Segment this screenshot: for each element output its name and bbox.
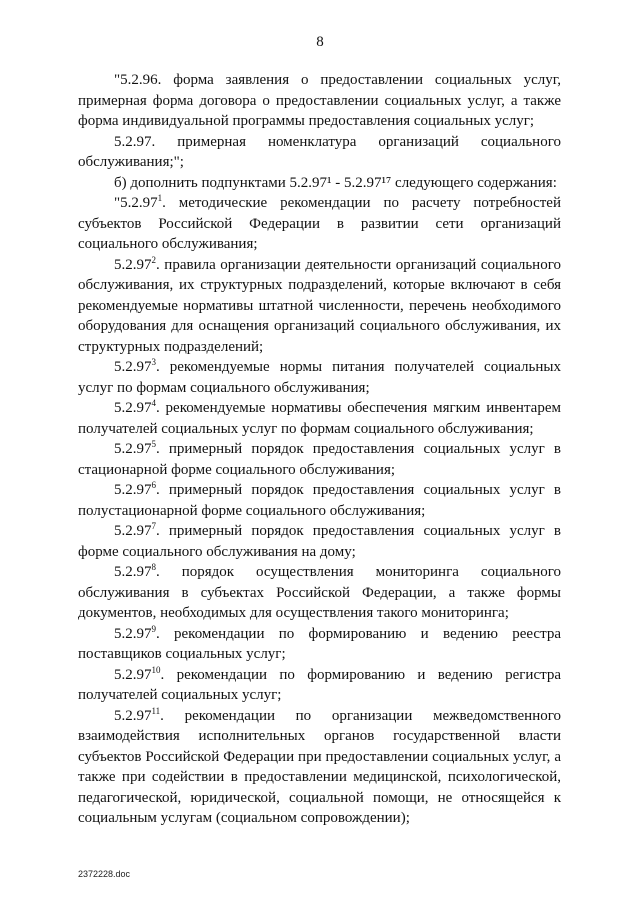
item-number: 5.2.97 xyxy=(114,564,152,580)
item-number: 5.2.97 xyxy=(114,482,152,498)
item-number: 5.2.97 xyxy=(114,441,152,457)
item-number: 5.2.97 xyxy=(114,625,152,642)
paragraph-5-2-97-3 xyxy=(78,357,561,398)
item-superscript: 3 xyxy=(151,357,156,367)
paragraph-5-2-97-1 xyxy=(78,193,561,255)
paragraph-5-2-96 xyxy=(78,70,561,132)
item-text: . примерный порядок предоставления социальных услуг в форме социального обслуживания на дому; xyxy=(78,523,561,560)
item-superscript: 4 xyxy=(151,398,156,408)
item-text: . правила организации деятельности организаций социального обслуживания, их структурных подразделений, которые включают в себя рекомендуемые нормативы штатной численности, перечень необходимого оборудования для оснащения организаций социального обслуживания, их структурных подразделений; xyxy=(78,256,561,355)
paragraph-5-2-97-11 xyxy=(78,706,561,829)
item-number: 5.2.97 xyxy=(114,707,152,724)
paragraph-5-2-97-4 xyxy=(78,398,561,439)
paragraph-5-2-97-2 xyxy=(78,255,561,358)
item-number: 5.2.97 xyxy=(114,523,152,539)
item-text: примерная номенклатура организаций социального обслуживания;"; xyxy=(78,133,561,170)
paragraph-amendment-b xyxy=(78,173,561,194)
item-text: . рекомендации по формированию и ведению регистра получателей социальных услуг; xyxy=(78,666,561,703)
item-number: 5.2.97 xyxy=(114,359,152,375)
item-text: б) дополнить подпунктами 5.2.97¹ - 5.2.97¹⁷ следующего содержания: xyxy=(114,174,557,191)
item-superscript: 8 xyxy=(151,562,156,572)
item-superscript: 10 xyxy=(151,664,161,675)
item-text: . рекомендуемые нормы питания получателей социальных услуг по формам социального обслуживания; xyxy=(78,359,561,396)
item-text: . рекомендации по организации межведомственного взаимодействия исполнительных органов государственной власти субъектов Российской Федерации при предоставлении социальных услуг, а также при содействии в предоставлении медицинской, психологической, педагогической, юридической, социальной помощи, не относящейся к социальным услугам (социальном сопровождении); xyxy=(78,707,561,826)
item-superscript: 6 xyxy=(151,480,156,490)
item-text: . примерный порядок предоставления социальных услуг в полустационарной форме социального обслуживания; xyxy=(78,482,561,519)
item-superscript: 5 xyxy=(151,439,156,449)
item-superscript: 11 xyxy=(151,705,161,716)
item-text: . методические рекомендации по расчету потребностей субъектов Российской Федерации в развитии сети организаций социального обслуживания; xyxy=(78,195,561,252)
item-text: форма заявления о предоставлении социальных услуг, примерная форма договора о предоставлении социальных услуг, а также форма индивидуальной программы предоставления социальных услуг; xyxy=(78,72,561,129)
item-number: 5.2.97 xyxy=(114,256,152,273)
item-number: 5.2.97 xyxy=(114,400,152,416)
item-number: 5.2.97. xyxy=(114,133,156,150)
item-superscript: 1 xyxy=(157,193,163,203)
item-number: "5.2.97 xyxy=(114,195,158,211)
item-superscript: 2 xyxy=(151,254,156,265)
paragraph-5-2-97-7 xyxy=(78,521,561,562)
item-text: . порядок осуществления мониторинга социального обслуживания в субъектах Российской Федерации, а также формы документов, необходимых для осуществления такого мониторинга; xyxy=(78,564,561,621)
paragraph-5-2-97-8 xyxy=(78,562,561,624)
item-text: . рекомендуемые нормативы обеспечения мягким инвентарем получателей социальных услуг по формам социального обслуживания; xyxy=(78,400,561,437)
item-number: 5.2.97 xyxy=(114,666,152,683)
paragraph-5-2-97-9 xyxy=(78,624,561,665)
paragraph-5-2-97-10 xyxy=(78,665,561,706)
document-body xyxy=(78,70,561,829)
paragraph-5-2-97-5 xyxy=(78,439,561,480)
item-superscript: 9 xyxy=(151,623,156,634)
item-superscript: 7 xyxy=(151,521,156,531)
paragraph-5-2-97 xyxy=(78,132,561,173)
item-number: "5.2.96. xyxy=(114,72,162,88)
document-file-code: 2372228.doc xyxy=(78,869,131,879)
item-text: . примерный порядок предоставления социальных услуг в стационарной форме социального обслуживания; xyxy=(78,441,561,478)
item-text: . рекомендации по формированию и ведению реестра поставщиков социальных услуг; xyxy=(78,625,561,662)
paragraph-5-2-97-6 xyxy=(78,480,561,521)
page-number: 8 xyxy=(316,34,324,50)
